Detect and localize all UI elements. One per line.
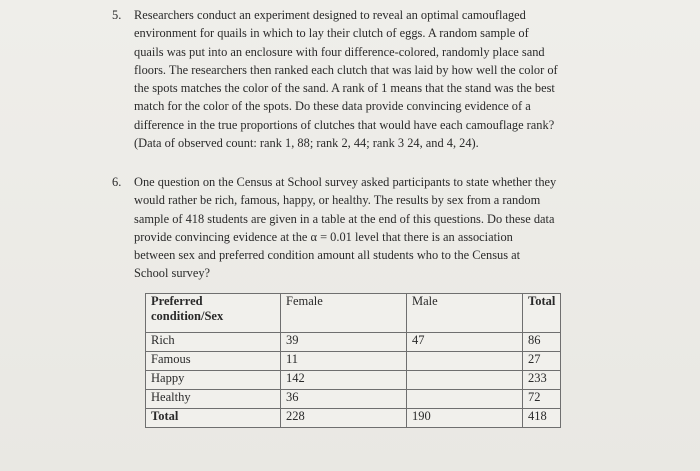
table-row — [146, 409, 561, 428]
row-label: Rich — [146, 333, 281, 352]
question-line: provide convincing evidence at the α = 0.01 level that there is an association — [134, 229, 513, 244]
cell-male: 47 — [407, 333, 523, 352]
header-male: Male — [407, 294, 523, 333]
question-line: Researchers conduct an experiment designed to reveal an optimal camouflaged — [134, 8, 526, 22]
table-row — [146, 352, 561, 371]
question-line: (Data of observed count: rank 1, 88; rank 2, 44; rank 3 24, and 4, 24). — [134, 136, 479, 151]
header-condition: condition/Sex — [151, 309, 224, 323]
row-label: Total — [146, 409, 281, 428]
question-line: quails was put into an enclosure with four difference-colored, randomly place sand — [134, 44, 545, 59]
table-row — [146, 390, 561, 409]
header-preferred: Preferred — [151, 294, 203, 308]
contingency-table — [145, 293, 561, 428]
cell-total: 418 — [523, 409, 561, 428]
row-label: Famous — [146, 352, 281, 371]
header-female: Female — [281, 294, 407, 333]
cell-total: 233 — [523, 371, 561, 390]
question-line: difference in the true proportions of clutches that would have each camouflage rank? — [134, 117, 555, 132]
cell-female: 11 — [281, 352, 407, 371]
cell-female: 142 — [281, 371, 407, 390]
header-total: Total — [523, 294, 561, 333]
cell-male: 190 — [407, 409, 523, 428]
row-label: Healthy — [146, 390, 281, 409]
row-label: Happy — [146, 371, 281, 390]
cell-female: 39 — [281, 333, 407, 352]
question-line: environment for quails in which to lay their clutch of eggs. A random sample of — [134, 26, 529, 41]
cell-male — [407, 352, 523, 371]
cell-total: 27 — [523, 352, 561, 371]
question-line: between sex and preferred condition amount all students who to the Census at — [134, 248, 521, 263]
cell-male — [407, 390, 523, 409]
cell-female: 228 — [281, 409, 407, 428]
header-preferred-condition — [146, 294, 281, 333]
question-line: floors. The researchers then ranked each clutch that was laid by how well the color of — [134, 62, 558, 77]
cell-male — [407, 371, 523, 390]
question-line: School survey? — [134, 266, 211, 281]
table-row — [146, 371, 561, 390]
cell-total: 86 — [523, 333, 561, 352]
question-line: One question on the Census at School survey asked participants to state whether they — [134, 175, 557, 189]
question-6 — [112, 173, 657, 283]
question-line: the spots matches the color of the sand. A rank of 1 means that the stand was the best — [134, 81, 555, 96]
table-row — [146, 333, 561, 352]
question-line: would rather be rich, famous, happy, or healthy. The results by sex from a random — [134, 193, 541, 208]
question-5 — [112, 6, 657, 152]
question-number: 5. — [112, 8, 122, 22]
cell-total: 72 — [523, 390, 561, 409]
question-line: sample of 418 students are given in a table at the end of this questions. Do these data — [134, 211, 555, 226]
table-header-row — [146, 294, 561, 333]
question-line: match for the color of the spots. Do these data provide convincing evidence of a — [134, 99, 531, 114]
question-number: 6. — [112, 175, 122, 189]
cell-female: 36 — [281, 390, 407, 409]
